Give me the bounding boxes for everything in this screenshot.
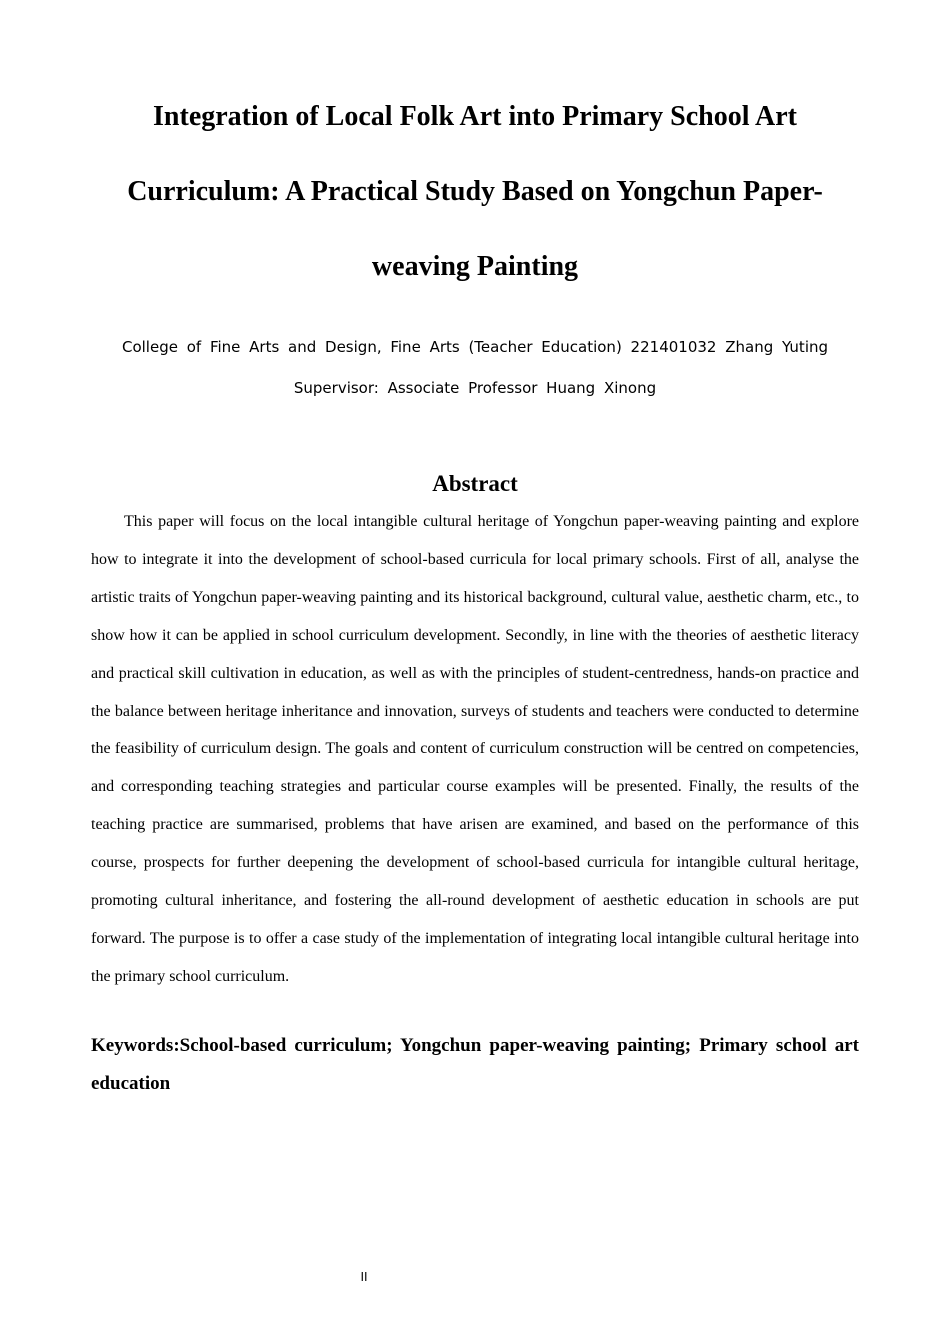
abstract-body: This paper will focus on the local intangible cultural heritage of Yongchun paper-weaving painting and explore how to integrate it into the development of school-based curricula for local primary schools. First of all, analyse the artistic traits of Yongchun paper-weaving painting and its historical background, cultural value, aesthetic charm, etc., to show how it can be applied in school curriculum development. Secondly, in line with the theories of aesthetic literacy and practical skill cultivation in education, as well as with the principles of student-centredness, hands-on practice and the balance between heritage inheritance and innovation, surveys of students and teachers were conducted to determine the feasibility of curriculum design. The goals and content of curriculum construction will be centred on competencies, and corresponding teaching strategies and particular course examples will be presented. Finally, the results of the teaching practice are summarised, problems that have arisen are examined, and based on the performance of this course, prospects for further deepening the development of school-based curricula for intangible cultural heritage, promoting cultural inheritance, and fostering the all-round development of aesthetic education in schools are put forward. The purpose is to offer a case study of the implementation of integrating local intangible cultural heritage into the primary school curriculum. xyxy=(91,513,859,985)
page-number: II xyxy=(360,1270,368,1284)
abstract-heading: Abstract xyxy=(432,471,518,496)
paper-title: Integration of Local Folk Art into Primary School Art Curriculum: A Practical Study Based on Yongchun Paper-weaving Painting xyxy=(127,101,823,282)
supervisor-line: Supervisor: Associate Professor Huang Xinong xyxy=(293,379,657,397)
keywords: Keywords:School-based curriculum; Yongchun paper-weaving painting; Primary school art education xyxy=(91,1035,859,1094)
author-line: College of Fine Arts and Design, Fine Arts (Teacher Education) 221401032 Zhang Yuting xyxy=(121,338,829,356)
